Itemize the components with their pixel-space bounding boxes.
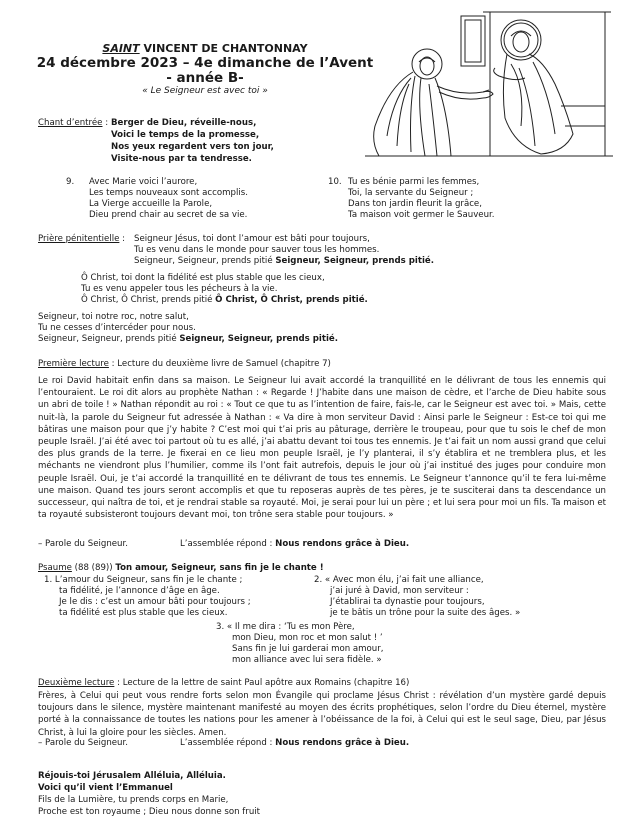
penitential-line: Seigneur, Seigneur, prends pitié Seigneur, Seigneur, prends pitié. (38, 334, 339, 344)
reading2-closing: – Parole du Seigneur. (38, 738, 128, 748)
penitential-label-line: Prière pénitentielle : (38, 234, 126, 244)
alleluia-line: Réjouis-toi Jérusalem Alléluia, Alléluia. (38, 771, 226, 781)
psalm-stanza-line: ta fidélité, je l’annonce d’âge en âge. (59, 586, 220, 596)
verse-line: Toi, la servante du Seigneur ; (348, 188, 474, 198)
theme: « Le Seigneur est avec toi » (142, 86, 268, 96)
penitential-line: Ô Christ, Ô Christ, prends pitié Ô Christ, Ô Christ, prends pitié. (81, 295, 368, 305)
psalm-heading: Psaume (88 (89)) Ton amour, Seigneur, sans fin je le chante ! (38, 563, 324, 573)
reading2-label: Deuxième lecture (38, 678, 115, 688)
penitential-line: Tu es venu dans le monde pour sauver tous les hommes. (134, 245, 380, 255)
penitential-line: Seigneur Jésus, toi dont l’amour est bâti pour toujours, (134, 234, 370, 244)
psalm-stanza-line: Sans fin je lui garderai mon amour, (232, 644, 384, 654)
reading1-text: Le roi David habitait enfin dans sa maison. Le Seigneur lui avait accordé la tranquillité en le délivrant de tous les ennemis qui l’entouraient. Le roi dit alors au prophète Nathan : « Regarde ! J’habite dans une maison de cèdre, et l’arche de Dieu habite sous un abri de toile ! » Nathan répondit au roi : « Tout ce que tu as l’intention de faire, fais-le, car le Seigneur est avec toi. » Mais, cette nuit-là, la parole du Seigneur fut adressée à Nathan : « Va dire à mon serviteur David : Ainsi parle le Seigneur : Est-ce toi qui me bâtiras une maison pour que j’y habite ? C’est moi qui t’ai pris au pâturage, derrière le troupeau, pour que tu sois le chef de mon peuple Israël. J’ai été avec toi partout où tu es allé, j’ai abattu devant toi tous tes ennemis. Je t’ai fait un nom aussi grand que celui des plus grands de la terre. Je fixerai en ce lieu mon peuple Israël, je l’y planterai, il s’y établira et ne tremblera plus, et les méchants ne viendront plus l’humilier, comme ils l’ont fait autrefois, depuis le jour où j’ai institué des juges pour conduire mon peuple Israël. Oui, je t’ai accordé la tranquillité en te délivrant de tous tes ennemis. Le Seigneur t’annonce qu’il te fera lui-même une maison. Quand tes jours seront accomplis et que tu reposeras auprès de tes pères, je te susciterai dans ta descendance un successeur, qui naîtra de toi, et je rendrai stable sa royauté. Moi, je serai pour lui un père ; et lui sera pour moi un fils. Ta maison et ta royauté subsisteront toujours devant moi, ton trône sera stable pour toujours. » (38, 376, 606, 521)
page-title: 24 décembre 2023 – 4e dimanche de l’Avent (36, 55, 374, 71)
liturgical-year: - année B- (166, 70, 244, 86)
alleluia-line: Proche est ton royaume ; Dieu nous donne son fruit (38, 807, 261, 817)
verse-line: Dans ton jardin fleurit la grâce, (348, 199, 482, 209)
psalm-stanza-line: 3. « Il me dira : ‘Tu es mon Père, (216, 622, 355, 632)
psalm-stanza-line: mon alliance avec lui sera fidèle. » (232, 655, 382, 665)
reading2-heading: Deuxième lecture : Lecture de la lettre de saint Paul apôtre aux Romains (chapitre 16) (38, 678, 410, 688)
psalm-stanza-line: Je le dis : c’est un amour bâti pour toujours ; (59, 597, 251, 607)
penitential-line: Tu es venu appeler tous les pécheurs à la vie. (81, 284, 278, 294)
psalm-stanza-line: J’établirai ta dynastie pour toujours, (330, 597, 485, 607)
verse-line: Avec Marie voici l’aurore, (89, 177, 198, 187)
reading1-heading: Première lecture : Lecture du deuxième livre de Samuel (chapitre 7) (38, 359, 331, 369)
penitential-line: Tu ne cesses d’intercéder pour nous. (38, 323, 196, 333)
verse-line: Ta maison voit germer le Sauveur. (348, 210, 495, 220)
penitential-line: Ô Christ, toi dont la fidélité est plus stable que les cieux, (81, 273, 325, 283)
entry-refrain-line: Visite-nous par ta tendresse. (111, 154, 252, 164)
reading2-text: Frères, à Celui qui peut vous rendre forts selon mon Évangile qui proclame Jésus Christ : révélation d’un mystère gardé depuis toujours dans le silence, mystère maintenant manifesté au moyen des écrits prophétiques, selon l’ordre du Dieu éternel, mystère porté à la connaissance de toutes les nations pour les amener à l’obéissance de la foi, à Celui qui est le seul sage, Dieu, par Jésus Christ, à lui la gloire pour les siècles. Amen. (38, 691, 606, 738)
reading1-label: Première lecture (38, 359, 109, 369)
entry-refrain-line: Nos yeux regardent vers ton jour, (111, 142, 274, 152)
reading1-closing: – Parole du Seigneur. (38, 539, 128, 549)
entry-refrain-line: Voici le temps de la promesse, (111, 130, 260, 140)
penitential-line: Seigneur, Seigneur, prends pitié Seigneur, Seigneur, prends pitié. (134, 256, 435, 266)
verse-number: 9. (66, 177, 75, 187)
psalm-stanza-line: 1. L’amour du Seigneur, sans fin je le chante ; (44, 575, 243, 585)
verse-line: Les temps nouveaux sont accomplis. (89, 188, 248, 198)
reading2-response-line: L’assemblée répond : Nous rendons grâce à Dieu. (180, 738, 410, 748)
verse-line: Dieu prend chair au secret de sa vie. (89, 210, 248, 220)
verse-number: 10. (328, 177, 342, 187)
reading1-response-line: L’assemblée répond : Nous rendons grâce à Dieu. (180, 539, 410, 549)
annunciation-illustration (365, 6, 613, 158)
psalm-stanza-line: 2. « Avec mon élu, j’ai fait une alliance, (314, 575, 484, 585)
psalm-stanza-line: je te bâtis un trône pour la suite des âges. » (330, 608, 521, 618)
verse-line: Tu es bénie parmi les femmes, (348, 177, 480, 187)
psalm-stanza-line: ta fidélité est plus stable que les cieux. (59, 608, 228, 618)
entry-chant-label: Chant d’entrée (38, 118, 103, 128)
psalm-stanza-line: mon Dieu, mon roc et mon salut ! ’ (232, 633, 383, 643)
psalm-stanza-line: j’ai juré à David, mon serviteur : (330, 586, 469, 596)
parish-name: SAINT VINCENT DE CHANTONNAY (102, 42, 308, 55)
alleluia-line: Fils de la Lumière, tu prends corps en Marie, (38, 795, 229, 805)
verse-line: La Vierge accueille la Parole, (89, 199, 213, 209)
penitential-label: Prière pénitentielle (38, 234, 120, 244)
psalm-refrain: Ton amour, Seigneur, sans fin je le chante ! (115, 563, 324, 573)
entry-refrain-line: Berger de Dieu, réveille-nous, (111, 118, 257, 128)
entry-chant-label-line: Chant d’entrée : (38, 118, 109, 128)
alleluia-line: Voici qu’il vient l’Emmanuel (38, 783, 173, 793)
penitential-line: Seigneur, toi notre roc, notre salut, (38, 312, 189, 322)
psalm-label: Psaume (38, 563, 72, 573)
